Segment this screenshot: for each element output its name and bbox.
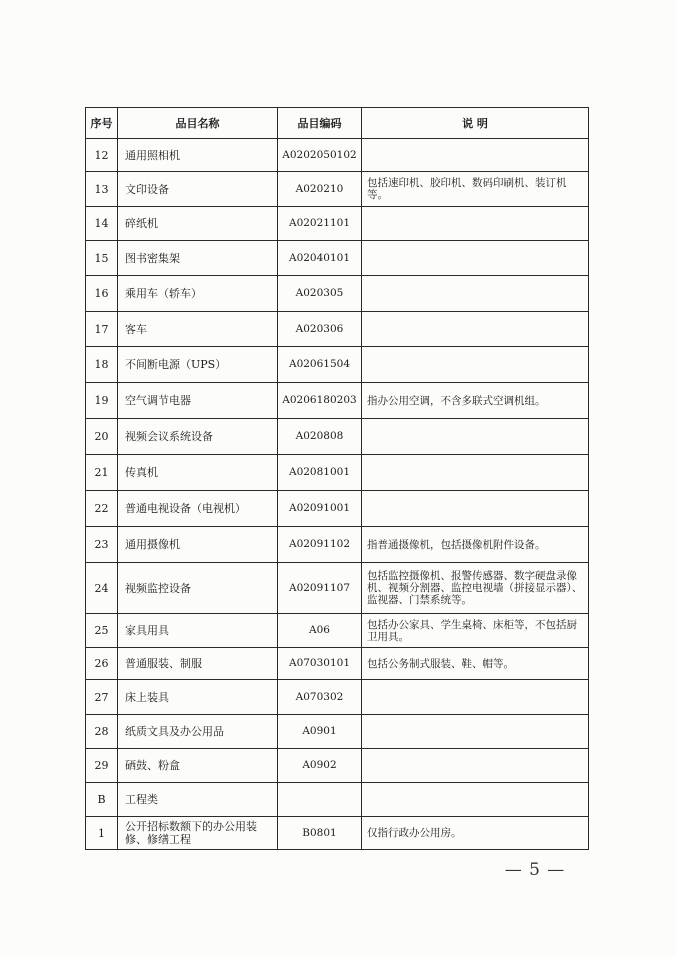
section-row <box>86 783 589 817</box>
row-name: 通用摄像机 <box>118 527 278 563</box>
row-no: 16 <box>86 276 118 312</box>
row-desc <box>362 455 589 491</box>
row-desc: 指办公用空调，不含多联式空调机组。 <box>362 383 589 419</box>
row-no: 13 <box>86 172 118 207</box>
row-no: 23 <box>86 527 118 563</box>
row-no: 18 <box>86 347 118 383</box>
table-row <box>86 527 589 563</box>
row-code: A0902 <box>278 749 362 783</box>
row-code: A020210 <box>278 172 362 207</box>
row-no: 19 <box>86 383 118 419</box>
table-row <box>86 715 589 749</box>
row-code: A02081001 <box>278 455 362 491</box>
header-no: 序号 <box>86 108 118 139</box>
row-no: 15 <box>86 241 118 276</box>
table-row <box>86 139 589 172</box>
row-desc <box>362 312 589 347</box>
row-name: 床上装具 <box>118 680 278 715</box>
row-desc <box>362 241 589 276</box>
row-name: 不间断电源（UPS） <box>118 347 278 383</box>
row-name: 碎纸机 <box>118 207 278 241</box>
row-desc <box>362 139 589 172</box>
row-code: A02091102 <box>278 527 362 563</box>
row-name: 图书密集架 <box>118 241 278 276</box>
row-desc: 包括办公家具、学生桌椅、床柜等，不包括厨卫用具。 <box>362 614 589 648</box>
header-name: 品目名称 <box>118 108 278 139</box>
row-desc <box>362 715 589 749</box>
row-no: 1 <box>86 817 118 850</box>
row-no: 28 <box>86 715 118 749</box>
row-no: 20 <box>86 419 118 455</box>
section-title: 工程类 <box>118 783 278 817</box>
table-row <box>86 347 589 383</box>
row-code: A020305 <box>278 276 362 312</box>
row-name: 通用照相机 <box>118 139 278 172</box>
row-desc: 仅指行政办公用房。 <box>362 817 589 850</box>
row-no: 14 <box>86 207 118 241</box>
table-row <box>86 817 589 850</box>
row-code: A0202050102 <box>278 139 362 172</box>
row-no: 12 <box>86 139 118 172</box>
row-no: 26 <box>86 648 118 680</box>
page-number: — 5 — <box>504 860 566 880</box>
row-desc: 指普通摄像机，包括摄像机附件设备。 <box>362 527 589 563</box>
row-name: 传真机 <box>118 455 278 491</box>
row-desc: 包括公务制式服装、鞋、帽等。 <box>362 648 589 680</box>
row-no: 27 <box>86 680 118 715</box>
row-no: 24 <box>86 563 118 614</box>
row-desc <box>362 783 589 817</box>
table-row <box>86 749 589 783</box>
table-row <box>86 680 589 715</box>
table-row <box>86 276 589 312</box>
row-no: 25 <box>86 614 118 648</box>
row-code: A020808 <box>278 419 362 455</box>
row-desc: 包括监控摄像机、报警传感器、数字硬盘录像机、视频分割器、监控电视墙（拼接显示器）、监视器、门禁系统等。 <box>362 563 589 614</box>
table-row <box>86 419 589 455</box>
row-name: 视频会议系统设备 <box>118 419 278 455</box>
row-name: 公开招标数额下的办公用装修、修缮工程 <box>118 817 278 850</box>
row-code: A02021101 <box>278 207 362 241</box>
catalog-table <box>85 107 589 850</box>
table-row <box>86 172 589 207</box>
row-code: A0901 <box>278 715 362 749</box>
row-no: 17 <box>86 312 118 347</box>
row-name: 纸质文具及办公用品 <box>118 715 278 749</box>
row-code: A0206180203 <box>278 383 362 419</box>
row-desc <box>362 680 589 715</box>
header-code: 品目编码 <box>278 108 362 139</box>
row-name: 普通服装、制服 <box>118 648 278 680</box>
row-name: 视频监控设备 <box>118 563 278 614</box>
row-desc <box>362 491 589 527</box>
table-row <box>86 563 589 614</box>
row-code: A070302 <box>278 680 362 715</box>
section-code: B <box>86 783 118 817</box>
table-row <box>86 455 589 491</box>
row-desc <box>362 276 589 312</box>
table-row <box>86 241 589 276</box>
row-code: A020306 <box>278 312 362 347</box>
header-desc: 说 明 <box>362 108 589 139</box>
row-desc: 包括速印机、胶印机、数码印刷机、装订机等。 <box>362 172 589 207</box>
row-desc <box>362 749 589 783</box>
table-row <box>86 207 589 241</box>
row-code: B0801 <box>278 817 362 850</box>
table-row <box>86 648 589 680</box>
row-code: A06 <box>278 614 362 648</box>
table-row <box>86 312 589 347</box>
row-name: 硒鼓、粉盒 <box>118 749 278 783</box>
row-name: 文印设备 <box>118 172 278 207</box>
row-code: A02061504 <box>278 347 362 383</box>
row-code: A02091107 <box>278 563 362 614</box>
row-name: 客车 <box>118 312 278 347</box>
table-row <box>86 614 589 648</box>
row-code: A02040101 <box>278 241 362 276</box>
row-desc <box>362 419 589 455</box>
row-code: A07030101 <box>278 648 362 680</box>
row-name: 家具用具 <box>118 614 278 648</box>
row-no: 29 <box>86 749 118 783</box>
row-no: 21 <box>86 455 118 491</box>
row-name: 乘用车（轿车） <box>118 276 278 312</box>
table-row <box>86 383 589 419</box>
table-row <box>86 491 589 527</box>
row-code: A02091001 <box>278 491 362 527</box>
row-no: 22 <box>86 491 118 527</box>
row-name: 普通电视设备（电视机） <box>118 491 278 527</box>
row-name: 空气调节电器 <box>118 383 278 419</box>
row-desc <box>362 347 589 383</box>
row-desc <box>362 207 589 241</box>
table-header-row <box>86 108 589 139</box>
row-code <box>278 783 362 817</box>
